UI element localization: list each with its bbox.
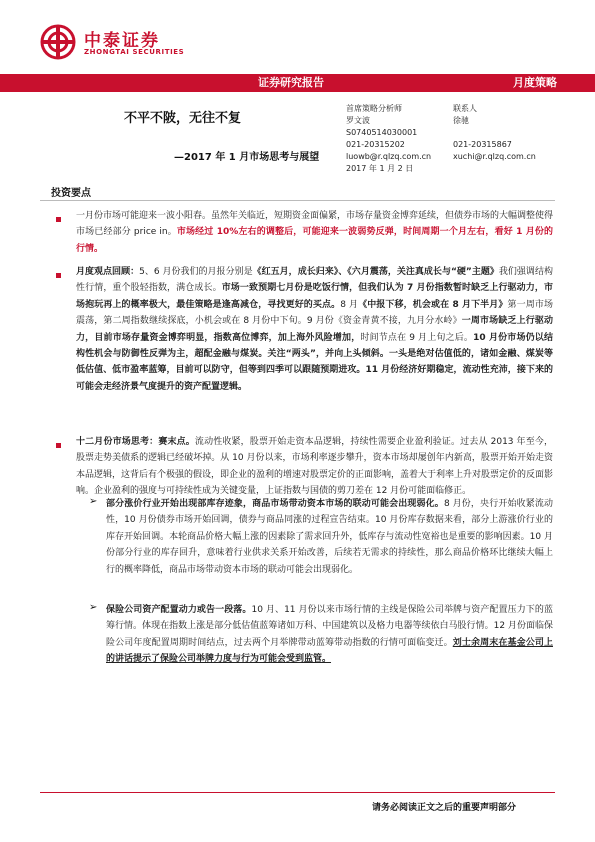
arrow-bullet-icon: ➢ (89, 602, 98, 613)
report-type: 证券研究报告 (258, 76, 324, 89)
paragraph-outlook: 一月份市场可能迎来一波小阳春。虽然年关临近，短期资金面偏紧，市场存量资金博弈延续，但债券市场的大幅调整使得市场已经部分 price in。市场经过 10%左右的调整后，可能迎来一波弱势反弹，时间周期一个月左右，看好 1 月份的行情。 (76, 211, 554, 254)
report-category: 月度策略 (513, 76, 557, 89)
brand-name-cn: 中泰证券 (84, 31, 160, 51)
contact-phone: 021-20315867 (453, 140, 512, 149)
company-logo-icon (40, 24, 76, 60)
report-title: 不平不陂，无往不复 (124, 111, 242, 126)
paragraph-december: 十二月份市场思考：赛末点。流动性收紧，股票开始走资本品逻辑，持续性需要企业盈利验证。过去从 2013 年至今，股票走势美债系的逻辑已经破坏掉。从 10 月份以来，市场利率逐步攀升，资本市场却屡创年内新高，股票开始开始走资本品逻辑，这背后有个极强的假设，即企业的盈利的增速对股票定价的正面影响，盖着大于利率上升对股票定价的反面影响。企业盈利的强度与可持续性成为关键变量，上证指数与国债的剪刀差在 12 月份可能面临修正。 (76, 437, 554, 497)
footer-divider (40, 792, 555, 793)
contact-email[interactable]: xuchi@r.qlzq.com.cn (453, 152, 536, 161)
analyst-column (346, 103, 431, 175)
paragraph-review: 月度观点回顾：5、6 月份我们的月报分别是《红五月，成长归来》、《六月震荡，关注真成长与“硬”主题》我们强调结构性行情，重个股轻指数，满仓成长。市场一致预期七月份是吃饭行情，但我们认为 7 月份指数暂时缺乏上行驱动力，市场抱玩再上的概率极大，最佳策略是逢高减仓，寻找更好的买点。8 月《中报下移，机会或在 8 月下半月》第一周市场震荡，第二周指数继续探底，小机会或在 8 月份中下旬。9 月份《资金青黄不接，九月分水岭》一周市场缺乏上行驱动力，目前市场存量资金博弈明显，指数高位博弈，加上海外风险增加，时间节点在 9 月上旬之后。10 月份市场仍以结构性机会与防御性反弹为主，超配金融与煤炭。关注“两头”，并向上头倾斜。一头是绝对估值低的，诸如金融、煤炭等低估值、低市盈率蓝筹，目前可以防守，但等到四季可以跟随预期进攻。11 月份经济好期稳定，流动性充沛，接下来的可能会走经济景气度提升的资产配置逻辑。 (76, 267, 553, 392)
section-divider (40, 200, 555, 201)
paragraph-insurance: 保险公司资产配置动力或告一段落。10 月、11 月份以来市场行情的主线是保险公司举牌与资产配置压力下的蓝筹行情。体现在指数上涨是部分低估值蓝筹诸如万科、中国建筑以及格力电器等续依白马股行情。12 月份面临保险公司年度配置周期时间结点，过去两个月举牌带动蓝筹带动指数的行情可面临变迁。刘士余周末在基金公司上的讲话提示了保险公司举牌力度与行为可能会受到监管。 (106, 605, 553, 665)
analyst-license: S0740514030001 (346, 128, 418, 137)
analyst-title: 首席策略分析师 (346, 104, 402, 113)
bullet-square-icon (56, 443, 61, 448)
report-subtitle: —2017 年 1 月市场思考与展望 (174, 152, 320, 163)
report-date: 2017 年 1 月 2 日 (346, 164, 414, 173)
brand-name-en: ZHONGTAI SECURITIES (84, 48, 185, 56)
analyst-email[interactable]: luowb@r.qlzq.com.cn (346, 152, 432, 161)
analyst-name: 罗文波 (346, 116, 370, 125)
paragraph-inventory: 部分涨价行业开始出现部库存迹象，商品市场带动资本市场的联动可能会出现弱化。8 月份，央行开始收紧流动性，10 月份债券市场开始回调，债券与商品同涨的过程宣告结束。10 月份库存数据来看，部分上游涨价行业的库存开始回调。本轮商品价格大幅上涨的因素除了需求回升外，低库存与流动性宽裕也是重要的影响因素。10 月份部分行业的库存回升，意味着行业供求关系开始改善，后续若无需求的持续性，那么商品价格环比继续大幅上行的概率降低，商品市场带动资本市场的联动可能会出现弱化。 (106, 499, 553, 575)
footer-disclaimer: 请务必阅读正文之后的重要声明部分 (372, 803, 517, 813)
bullet-square-icon (56, 273, 61, 278)
section-title: 投资要点 (51, 188, 91, 199)
contact-spacer (453, 127, 536, 139)
contact-column (453, 103, 536, 163)
arrow-bullet-icon: ➢ (89, 496, 98, 507)
contact-title: 联系人 (453, 104, 477, 113)
contact-name: 徐驰 (453, 116, 469, 125)
bullet-square-icon (56, 217, 61, 222)
analyst-phone: 021-20315202 (346, 140, 405, 149)
